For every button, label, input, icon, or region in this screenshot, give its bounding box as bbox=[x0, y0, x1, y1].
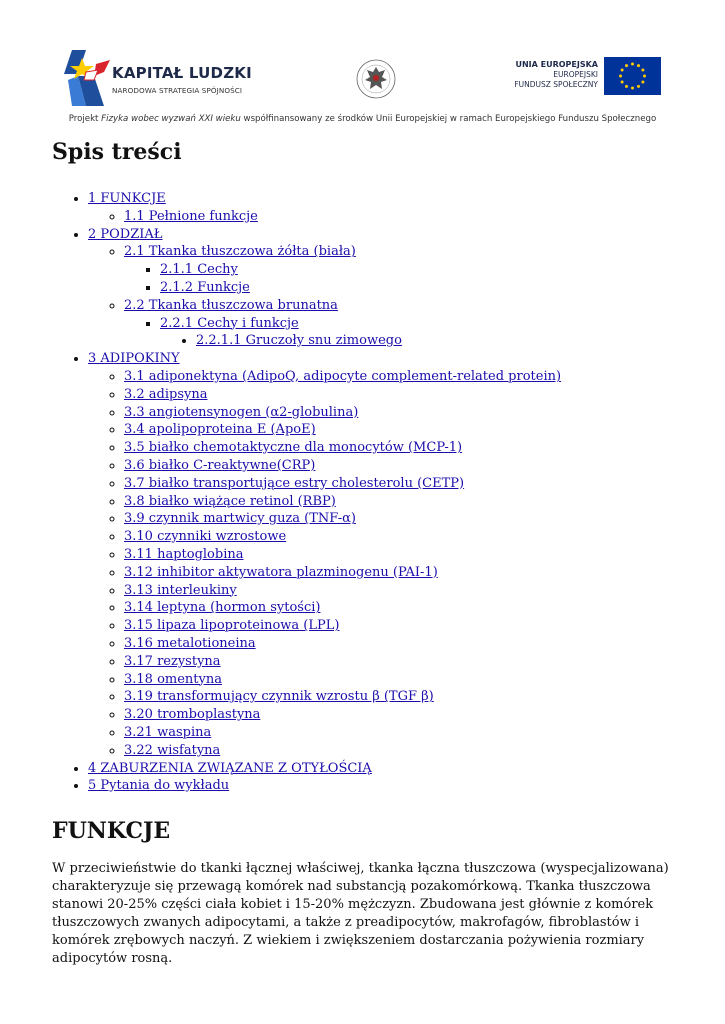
kapital-ludzki-subtitle: NARODOWA STRATEGIA SPÓJNOŚCI bbox=[112, 86, 243, 95]
toc-link[interactable]: 3.8 białko wiążące retinol (RBP) bbox=[124, 493, 336, 509]
table-of-contents bbox=[52, 190, 692, 795]
toc-link[interactable]: 1 FUNKCJE bbox=[88, 191, 166, 206]
toc-item bbox=[196, 332, 692, 350]
toc-item bbox=[124, 243, 692, 296]
toc-item bbox=[124, 297, 692, 350]
toc-link[interactable]: 4 ZABURZENIA ZWIĄZANE Z OTYŁOŚCIĄ bbox=[88, 760, 372, 776]
project-suffix: współfinansowany ze środków Unii Europejskiej w ramach Europejskiego Funduszu Społecznego bbox=[243, 114, 657, 124]
toc-link[interactable]: 2 PODZIAŁ bbox=[88, 226, 163, 242]
toc-item bbox=[124, 671, 692, 689]
toc-item bbox=[160, 315, 692, 351]
toc-sublist bbox=[124, 261, 692, 297]
toc-link[interactable]: 3.17 rezystyna bbox=[124, 653, 221, 669]
toc-item bbox=[124, 404, 692, 422]
toc-link[interactable]: 2.1.1 Cechy bbox=[160, 262, 238, 278]
toc-link[interactable]: 3.22 wisfatyna bbox=[124, 742, 221, 758]
toc-item bbox=[88, 226, 692, 351]
toc-item bbox=[124, 475, 692, 493]
toc-link[interactable]: 1.1 Pełnione funkcje bbox=[124, 208, 258, 224]
header-banner bbox=[0, 40, 725, 130]
toc-item bbox=[124, 421, 692, 439]
toc-sublist bbox=[88, 243, 692, 350]
toc-item bbox=[124, 493, 692, 511]
toc-link[interactable]: 3.2 adipsyna bbox=[124, 386, 208, 402]
eu-fund-label bbox=[486, 60, 598, 90]
toc-item bbox=[124, 368, 692, 386]
section-paragraph: W przeciwieństwie do tkanki łącznej właściwej, tkanka łączna tłuszczowa (wyspecjalizowana) charakteryzuje się przewagą komórek nad substancją pozakomórkową. Tkanka tłuszczowa stanowi 20-25% części ciała kobiet i 15-20% mężczyzn. Zbudowana jest głównie z komórek tłuszczowych zwanych adipocytami, a także z preadipocytów, makrofagów, fibroblastów i komórek zrębowych naczyń. Z wiekiem i zwiększeniem dostarczania pożywienia rozmiary adipocytów rosną. bbox=[52, 861, 669, 966]
eu-line-2: EUROPEJSKI bbox=[553, 70, 598, 79]
toc-link[interactable]: 3.16 metalotioneina bbox=[124, 635, 256, 651]
toc-link[interactable]: 2.2 Tkanka tłuszczowa brunatna bbox=[124, 297, 338, 313]
toc-link[interactable]: 3.4 apolipoproteina E (ApoE) bbox=[124, 422, 316, 438]
toc-link[interactable]: 3 ADIPOKINY bbox=[88, 351, 180, 367]
project-prefix: Projekt bbox=[68, 114, 99, 124]
eu-line-1: UNIA EUROPEJSKA bbox=[515, 60, 598, 69]
toc-item bbox=[124, 635, 692, 653]
toc-link[interactable]: 3.6 białko C-reaktywne(CRP) bbox=[124, 457, 316, 473]
toc-item bbox=[88, 350, 692, 759]
toc-link[interactable]: 3.7 białko transportujące estry cholesterolu (CETP) bbox=[124, 475, 465, 491]
toc-link[interactable]: 3.13 interleukiny bbox=[124, 582, 237, 598]
toc-link[interactable]: 2.2.1.1 Gruczoły snu zimowego bbox=[196, 333, 402, 349]
toc-link[interactable]: 3.18 omentyna bbox=[124, 671, 222, 687]
toc-item bbox=[124, 742, 692, 760]
toc-item bbox=[88, 760, 692, 778]
toc-link[interactable]: 5 Pytania do wykładu bbox=[88, 778, 230, 794]
toc-item bbox=[124, 688, 692, 706]
toc-link[interactable]: 3.1 adiponektyna (AdipoQ, adipocyte complement-related protein) bbox=[124, 368, 562, 384]
toc-item bbox=[88, 190, 692, 226]
eu-flag-icon bbox=[604, 57, 661, 95]
kapital-ludzki-emblem-icon bbox=[64, 50, 110, 106]
toc-item bbox=[124, 617, 692, 635]
toc-link[interactable]: 3.19 transformujący czynnik wzrostu β (TGF β) bbox=[124, 689, 434, 705]
toc-item bbox=[124, 439, 692, 457]
toc-sublist bbox=[160, 332, 692, 350]
toc-link[interactable]: 3.15 lipaza lipoproteinowa (LPL) bbox=[124, 618, 340, 634]
toc-item bbox=[124, 724, 692, 742]
project-name: Fizyka wobec wyzwań XXI wieku bbox=[101, 114, 241, 124]
toc-link[interactable]: 3.9 czynnik martwicy guza (TNF-α) bbox=[124, 511, 356, 527]
toc-item bbox=[124, 528, 692, 546]
toc-item bbox=[124, 582, 692, 600]
toc-link[interactable]: 3.20 tromboplastyna bbox=[124, 707, 261, 723]
project-caption bbox=[0, 114, 725, 124]
toc-link[interactable]: 2.2.1 Cechy i funkcje bbox=[160, 315, 299, 331]
toc-item bbox=[124, 546, 692, 564]
toc-item bbox=[124, 386, 692, 404]
toc-link[interactable]: 3.12 inhibitor aktywatora plazminogenu (PAI-1) bbox=[124, 564, 438, 580]
kapital-ludzki-logo bbox=[64, 50, 264, 110]
toc-item bbox=[160, 279, 692, 297]
toc-item bbox=[160, 261, 692, 279]
toc-heading: Spis treści bbox=[52, 139, 182, 165]
toc-list bbox=[52, 190, 692, 795]
toc-sublist bbox=[88, 368, 692, 760]
toc-item bbox=[88, 777, 692, 795]
toc-item bbox=[124, 599, 692, 617]
toc-item bbox=[124, 208, 692, 226]
kapital-ludzki-title: KAPITAŁ LUDZKI bbox=[112, 64, 252, 82]
toc-sublist bbox=[88, 208, 692, 226]
toc-link[interactable]: 3.21 waspina bbox=[124, 724, 212, 740]
toc-link[interactable]: 3.14 leptyna (hormon sytości) bbox=[124, 600, 321, 616]
toc-item bbox=[124, 564, 692, 582]
toc-link[interactable]: 3.5 białko chemotaktyczne dla monocytów (MCP-1) bbox=[124, 440, 463, 456]
toc-link[interactable]: 3.11 haptoglobina bbox=[124, 546, 244, 562]
toc-item bbox=[124, 653, 692, 671]
toc-item bbox=[124, 510, 692, 528]
section-heading-funkcje: FUNKCJE bbox=[52, 818, 171, 844]
toc-link[interactable]: 2.1.2 Funkcje bbox=[160, 279, 250, 295]
toc-link[interactable]: 3.10 czynniki wzrostowe bbox=[124, 529, 287, 545]
toc-link[interactable]: 2.1 Tkanka tłuszczowa żółta (biała) bbox=[124, 244, 356, 260]
toc-link[interactable]: 3.3 angiotensynogen (α2-globulina) bbox=[124, 404, 359, 420]
toc-item bbox=[124, 706, 692, 724]
toc-item bbox=[124, 457, 692, 475]
toc-sublist bbox=[124, 315, 692, 351]
eu-line-3: FUNDUSZ SPOŁECZNY bbox=[514, 80, 598, 89]
university-seal-icon bbox=[355, 58, 397, 100]
